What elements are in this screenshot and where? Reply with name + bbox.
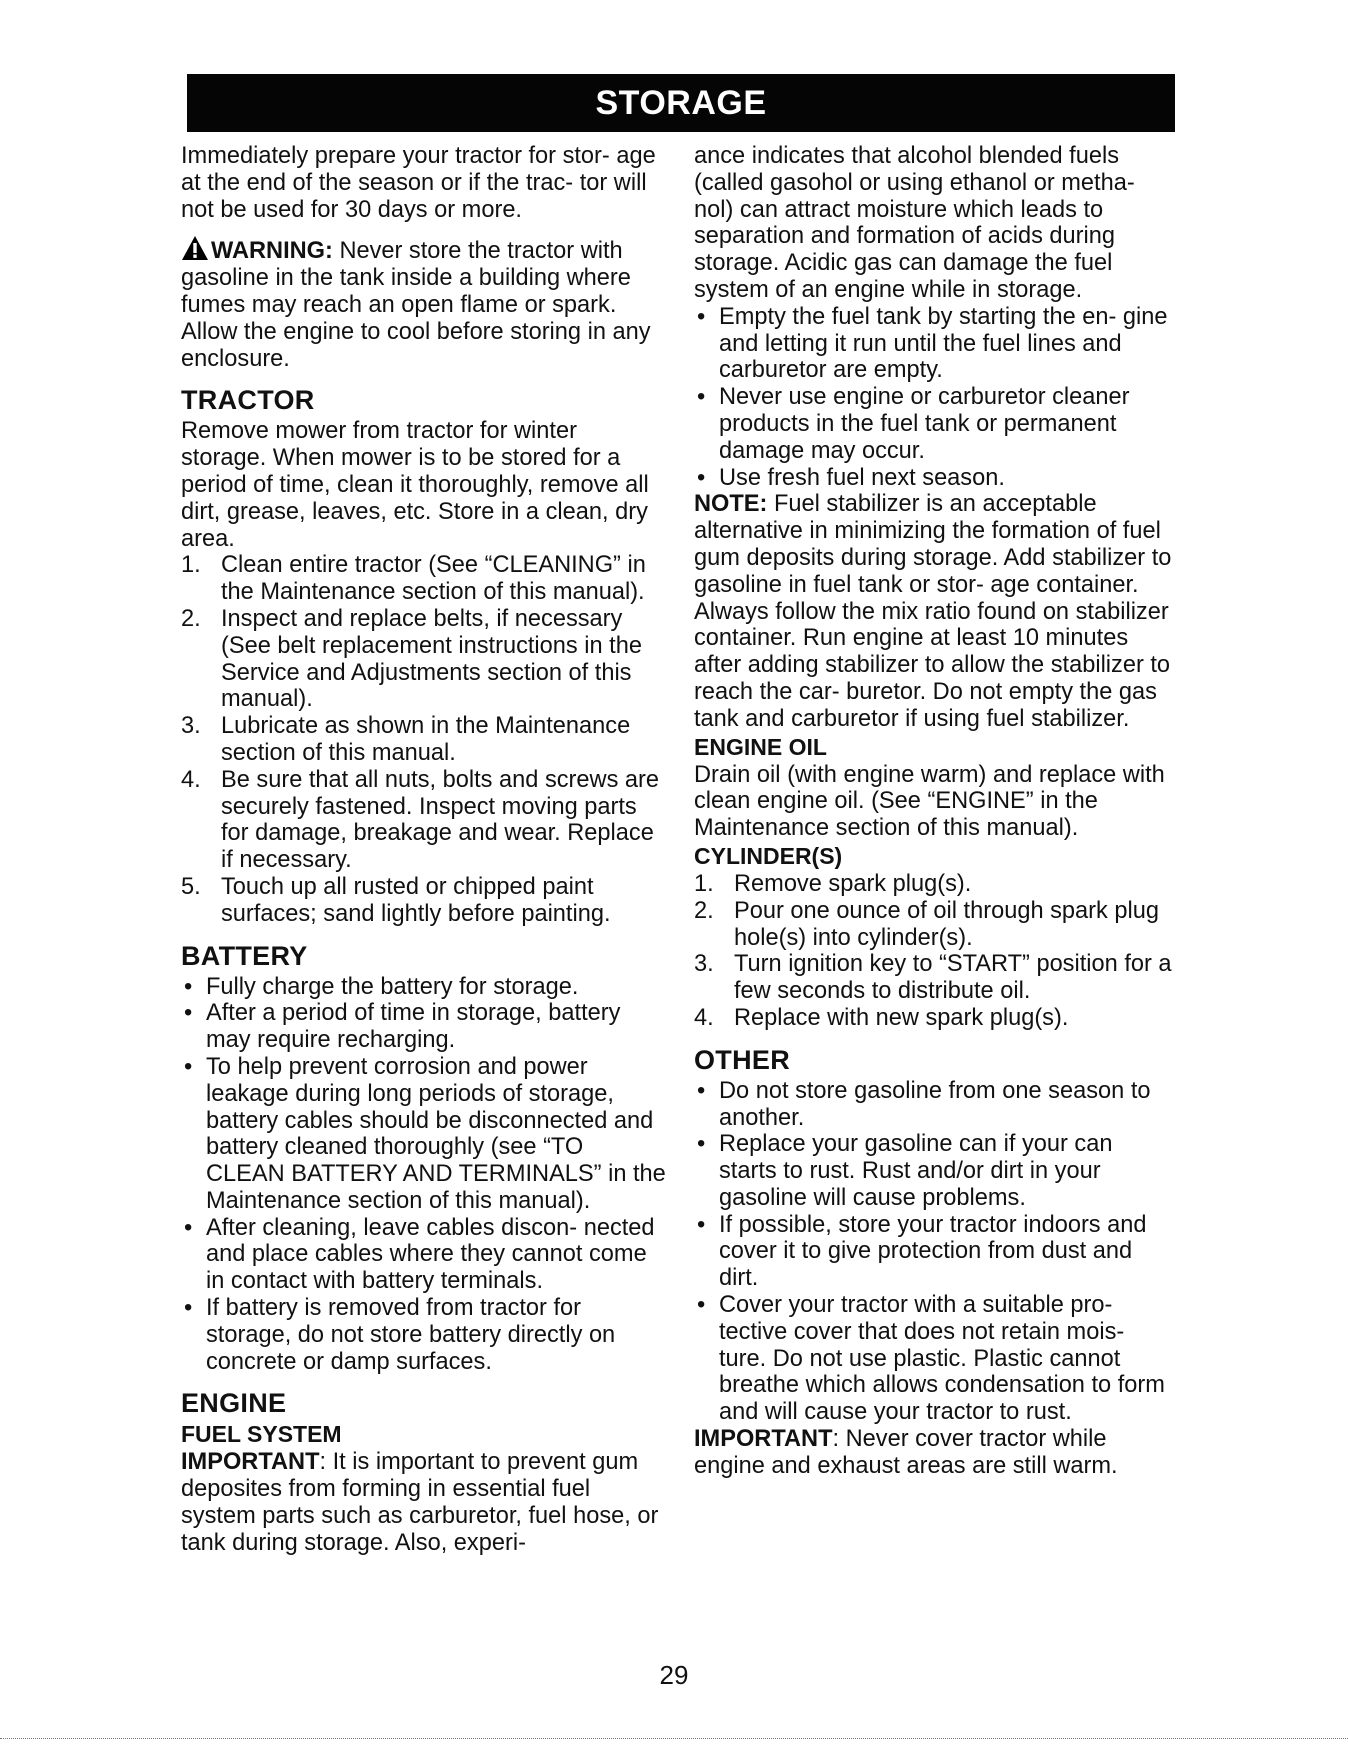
cylinder-steps: [694, 871, 1174, 1032]
list-item: [694, 1005, 1174, 1032]
bullet-text: To help prevent corrosion and power leakage during long periods of storage, battery cables should be disconnected and battery cleaned thoroughly (see “TO CLEAN BATTERY AND TERMINALS” in the Maintenance section of this manual).: [206, 1053, 666, 1214]
note-paragraph: [694, 491, 1174, 732]
bullet-text: If battery is removed from tractor for storage, do not store battery directly on concrete or damp surfaces.: [206, 1295, 616, 1375]
bullet-text: If possible, store your tractor indoors and cover it to give protection from dust and dirt.: [719, 1211, 1147, 1292]
list-item: [181, 1215, 668, 1295]
step-text: Lubricate as shown in the Maintenance section of this manual.: [221, 713, 631, 766]
warning-paragraph: [181, 235, 668, 372]
list-item: [181, 974, 668, 1001]
list-item: [181, 713, 668, 767]
page-title-banner: STORAGE: [187, 74, 1175, 132]
important-text: : Never cover tractor while engine and exhaust areas are still warm.: [694, 1426, 1118, 1479]
engine-heading: ENGINE: [181, 1388, 287, 1419]
list-item: [694, 898, 1174, 952]
right-column: [694, 143, 1174, 1480]
bullet-icon: •: [184, 1000, 193, 1027]
bullet-icon: •: [184, 1214, 193, 1241]
step-text: Pour one ounce of oil through spark plug hole(s) into cylinder(s).: [734, 897, 1159, 951]
battery-bullets: [181, 974, 668, 1376]
step-text: Remove spark plug(s).: [734, 870, 972, 897]
step-text: Inspect and replace belts, if necessary (See belt replacement instructions in the Service and Adjustments section of this manual).: [221, 605, 642, 713]
intro-paragraph: Immediately prepare your tractor for stor- age at the end of the season or if the trac- tor will not be used for 30 days or more.: [181, 143, 656, 223]
other-important-paragraph: [694, 1426, 1174, 1480]
step-number: 1.: [181, 552, 201, 579]
step-number: 1.: [694, 870, 714, 897]
step-number: 4.: [181, 766, 201, 793]
warning-label: WARNING:: [211, 238, 333, 265]
list-item: [181, 767, 668, 874]
list-item: [694, 384, 1174, 464]
step-number: 5.: [181, 873, 201, 900]
bullet-icon: •: [697, 1131, 706, 1158]
list-item: [694, 1131, 1174, 1211]
continued-paragraph: ance indicates that alcohol blended fuels (called gasohol or using ethanol or metha- nol) can attract moisture which leads to separation and formation of acids during storage. Acidic gas can damage the fuel system of an engine while in storage.: [694, 143, 1135, 303]
list-item: [694, 304, 1174, 384]
battery-heading: BATTERY: [181, 940, 308, 971]
tractor-steps: [181, 552, 668, 927]
engine-oil-heading: ENGINE OIL: [694, 733, 827, 760]
list-item: [694, 871, 1174, 898]
list-item: [694, 1212, 1174, 1292]
note-text: Fuel stabilizer is an acceptable alternative in minimizing the formation of fuel gum deposits during storage. Add stabilizer to gasoline in fuel tank or stor- age container. Always follow the mix ratio found on stabilizer container. Run engine at least 10 minutes after adding stabilizer to allow the stabilizer to reach the car- buretor. Do not empty the gas tank and carburetor if using fuel stabilizer.: [694, 491, 1172, 732]
step-number: 2.: [694, 897, 714, 924]
warning-text: Never store the tractor with gasoline in the tank inside a building where fumes may reach an open flame or spark. Allow the engine to cool before storing in any enclosure.: [181, 238, 651, 372]
list-item: [694, 1292, 1174, 1426]
tractor-heading: TRACTOR: [181, 385, 315, 416]
bullet-text: Never use engine or carburetor cleaner products in the fuel tank or permanent damage may occur.: [719, 384, 1130, 464]
bullet-icon: •: [697, 1077, 706, 1104]
other-bullets: [694, 1078, 1174, 1426]
cylinders-heading: CYLINDER(S): [694, 842, 843, 869]
list-item: [181, 1295, 668, 1375]
engine-oil-text: Drain oil (with engine warm) and replace with clean engine oil. (See “ENGINE” in the Maintenance section of this manual).: [694, 761, 1165, 842]
step-text: Turn ignition key to “START” position for a few seconds to distribute oil.: [734, 951, 1172, 1005]
list-item: [181, 606, 668, 713]
left-column: [181, 143, 668, 1557]
step-text: Replace with new spark plug(s).: [734, 1004, 1069, 1031]
list-item: [181, 1054, 668, 1215]
list-item: [181, 874, 668, 928]
bullet-text: Cover your tractor with a suitable pro- tective cover that does not retain mois- ture. Do not use plastic. Plastic cannot breathe which allows condensation to form and will cause your tractor to rust.: [719, 1292, 1165, 1426]
list-item: [694, 951, 1174, 1005]
bullet-icon: •: [184, 973, 193, 1000]
list-item: [694, 465, 1174, 492]
bullet-text: Use fresh fuel next season.: [719, 464, 1005, 491]
step-text: Clean entire tractor (See “CLEANING” in the Maintenance section of this manual).: [221, 552, 646, 606]
step-number: 3.: [694, 951, 714, 978]
step-number: 3.: [181, 713, 201, 740]
bottom-divider: [0, 1738, 1348, 1739]
bullet-text: Replace your gasoline can if your can starts to rust. Rust and/or dirt in your gasoline will cause problems.: [719, 1131, 1113, 1211]
bullet-icon: •: [697, 1292, 706, 1319]
bullet-icon: •: [697, 1211, 706, 1238]
bullet-text: Empty the fuel tank by starting the en- gine and letting it run until the fuel lines and carburetor are empty.: [719, 303, 1168, 384]
list-item: [694, 1078, 1174, 1132]
warning-icon: [181, 235, 209, 261]
bullet-icon: •: [184, 1295, 193, 1322]
step-text: Touch up all rusted or chipped paint surfaces; sand lightly before painting.: [221, 873, 611, 927]
bullet-icon: •: [184, 1053, 193, 1080]
fuel-important-paragraph: [181, 1449, 668, 1556]
tractor-text: Remove mower from tractor for winter storage. When mower is to be stored for a period of time, clean it thoroughly, remove all dirt, grease, leaves, etc. Store in a clean, dry area.: [181, 418, 649, 552]
step-text: Be sure that all nuts, bolts and screws are securely fastened. Inspect moving parts for damage, breakage and wear. Replace if necessary.: [221, 766, 660, 874]
step-number: 2.: [181, 605, 201, 632]
step-number: 4.: [694, 1004, 714, 1031]
other-heading: OTHER: [694, 1044, 790, 1075]
important-label: IMPORTANT: [181, 1449, 320, 1476]
bullet-text: Do not store gasoline from one season to another.: [719, 1077, 1151, 1131]
page-number: 29: [659, 1660, 689, 1690]
fuel-system-heading: FUEL SYSTEM: [181, 1421, 342, 1448]
list-item: [181, 1000, 668, 1054]
bullet-text: Fully charge the battery for storage.: [206, 973, 579, 1000]
bullet-text: After cleaning, leave cables discon- nected and place cables where they cannot come in contact with battery terminals.: [206, 1214, 655, 1295]
important-text: : It is important to prevent gum deposites from forming in essential fuel system parts such as carburetor, fuel hose, or tank during storage. Also, experi-: [181, 1449, 659, 1556]
bullet-icon: •: [697, 384, 706, 411]
bullet-icon: •: [697, 303, 706, 330]
list-item: [181, 552, 668, 606]
bullet-icon: •: [697, 464, 706, 491]
note-label: NOTE:: [694, 491, 768, 518]
important-label: IMPORTANT: [694, 1426, 833, 1453]
fuel-bullets: [694, 304, 1174, 492]
bullet-text: After a period of time in storage, battery may require recharging.: [206, 1000, 621, 1054]
